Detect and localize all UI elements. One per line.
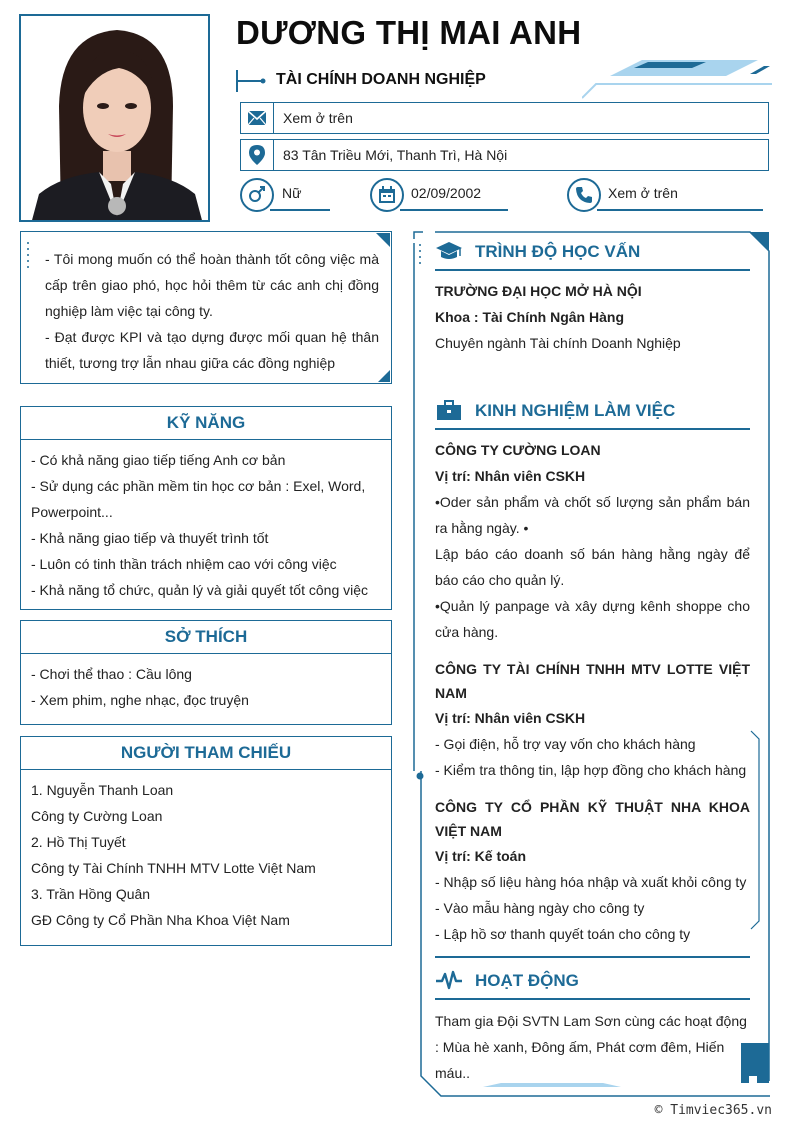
list-item: 1. Nguyễn Thanh Loan — [31, 782, 174, 798]
education-header — [435, 231, 750, 271]
objective-text — [45, 246, 379, 376]
section-title: NGƯỜI THAM CHIẾU — [21, 737, 391, 770]
list-item: GĐ Công ty Cổ Phần Nha Khoa Việt Nam — [31, 912, 290, 928]
hobbies-section — [20, 620, 392, 725]
corner-triangle-icon — [376, 233, 390, 247]
activities-header — [435, 960, 750, 1000]
list-item: - Xem phim, nghe nhạc, đọc truyện — [31, 692, 249, 708]
list-item: Công ty Cường Loan — [31, 808, 163, 824]
section-title: KINH NGHIỆM LÀM VIỆC — [475, 401, 676, 420]
career-objective — [20, 231, 392, 384]
duty-line: Lập báo cáo doanh số bán hàng hằng ngày để báo cáo cho quản lý. — [435, 546, 750, 588]
position: Vị trí: Nhân viên CSKH — [435, 710, 586, 726]
list-item: - Có khả năng giao tiếp tiếng Anh cơ bản — [31, 452, 286, 468]
section-title: TRÌNH ĐỘ HỌC VẤN — [475, 242, 641, 261]
job-entry — [435, 795, 750, 947]
birthday-value: 02/09/2002 — [411, 185, 482, 201]
address-value: 83 Tân Triều Mới, Thanh Trì, Hà Nội — [283, 147, 508, 163]
list-item: Công ty Tài Chính TNHH MTV Lotte Việt Nam — [31, 860, 316, 876]
section-title: HOẠT ĐỘNG — [475, 971, 579, 990]
objective-line: - Đạt được KPI và tạo dựng được mối quan hệ thân thiết, tương trợ lẫn nhau giữa các đồng nghiệp — [45, 329, 379, 371]
section-title: SỞ THÍCH — [21, 621, 391, 654]
list-item: - Sử dụng các phần mềm tin học cơ bản : Exel, Word, Powerpoint... — [31, 478, 366, 520]
job-entry — [435, 437, 750, 645]
list-item: 2. Hồ Thị Tuyết — [31, 834, 126, 850]
list-item: - Khả năng giao tiếp và thuyết trình tốt — [31, 530, 269, 546]
dotted-accent — [25, 240, 31, 270]
candidate-name: DƯƠNG THỊ MAI ANH — [236, 14, 582, 51]
phone-value: Xem ở trên — [608, 185, 678, 201]
job-entry — [435, 657, 750, 783]
activities-text: Tham gia Đội SVTN Lam Sơn cùng các hoạt động : Mùa hè xanh, Đông ấm, Phát cơm đêm, Hiến máu.. — [435, 1013, 747, 1081]
phone-icon — [567, 178, 601, 212]
right-column — [413, 231, 770, 1097]
title-bullet-icon — [236, 68, 266, 94]
address-box — [240, 139, 769, 171]
briefcase-icon — [435, 398, 463, 422]
birthday-item — [370, 178, 510, 212]
section-title: KỸ NĂNG — [21, 407, 391, 440]
gender-item — [240, 178, 332, 212]
location-pin-icon — [241, 140, 274, 170]
skills-section — [20, 406, 392, 610]
company-name: CÔNG TY CƯỜNG LOAN — [435, 442, 601, 458]
gender-icon — [240, 178, 274, 212]
watermark: © Timviec365.vn — [654, 1103, 772, 1118]
list-item: - Chơi thể thao : Cầu lông — [31, 666, 192, 682]
envelope-icon — [241, 103, 274, 133]
objective-line: - Tôi mong muốn có thể hoàn thành tốt công việc mà cấp trên giao phó, học hỏi thêm từ các anh chị đồng nghiệp làm việc tại công ty. — [45, 251, 379, 319]
profile-photo — [19, 14, 210, 222]
decorative-stripes — [582, 58, 772, 100]
experience-header — [435, 390, 750, 430]
position: Vị trí: Nhân viên CSKH — [435, 468, 586, 484]
company-name: CÔNG TY CỔ PHẦN KỸ THUẬT NHA KHOA VIỆT NAM — [435, 799, 750, 839]
school-name: TRƯỜNG ĐẠI HỌC MỞ HÀ NỘI — [435, 283, 642, 299]
duty-line: •Quản lý panpage và xây dựng kênh shoppe cho cửa hàng. — [435, 598, 750, 640]
job-title: TÀI CHÍNH DOANH NGHIỆP — [276, 71, 486, 88]
position: Vị trí: Kế toán — [435, 848, 527, 864]
corner-triangle-icon — [378, 370, 390, 382]
email-value: Xem ở trên — [283, 110, 353, 126]
list-item: 3. Trần Hồng Quân — [31, 886, 151, 902]
company-name: CÔNG TY TÀI CHÍNH TNHH MTV LOTTE VIỆT NAM — [435, 661, 750, 701]
email-box — [240, 102, 769, 134]
portrait-image — [21, 16, 210, 222]
duty-line: - Kiểm tra thông tin, lập hợp đồng cho khách hàng — [435, 762, 747, 778]
references-section — [20, 736, 392, 946]
graduation-cap-icon — [435, 239, 463, 263]
duty-line: - Lập hồ sơ thanh quyết toán cho công ty — [435, 926, 691, 942]
gender-value: Nữ — [282, 185, 302, 201]
experience-body — [435, 437, 750, 947]
duty-line: - Nhập số liệu hàng hóa nhập và xuất khỏi công ty — [435, 874, 747, 890]
phone-item — [567, 178, 765, 212]
duty-line: - Gọi điện, hỗ trợ vay vốn cho khách hàng — [435, 736, 696, 752]
major: Chuyên ngành Tài chính Doanh Nghiệp — [435, 335, 681, 351]
duty-line: •Oder sản phẩm và chốt số lượng sản phẩm bán ra hằng ngày. • — [435, 494, 750, 536]
heartbeat-icon — [435, 968, 463, 992]
education-body — [435, 278, 750, 356]
list-item: - Khả năng tổ chức, quản lý và giải quyết tốt công việc — [31, 582, 369, 598]
calendar-icon — [370, 178, 404, 212]
list-item: - Luôn có tinh thần trách nhiệm cao với công việc — [31, 556, 337, 572]
duty-line: - Vào mẫu hàng ngày cho công ty — [435, 900, 645, 916]
faculty: Khoa : Tài Chính Ngân Hàng — [435, 309, 624, 325]
